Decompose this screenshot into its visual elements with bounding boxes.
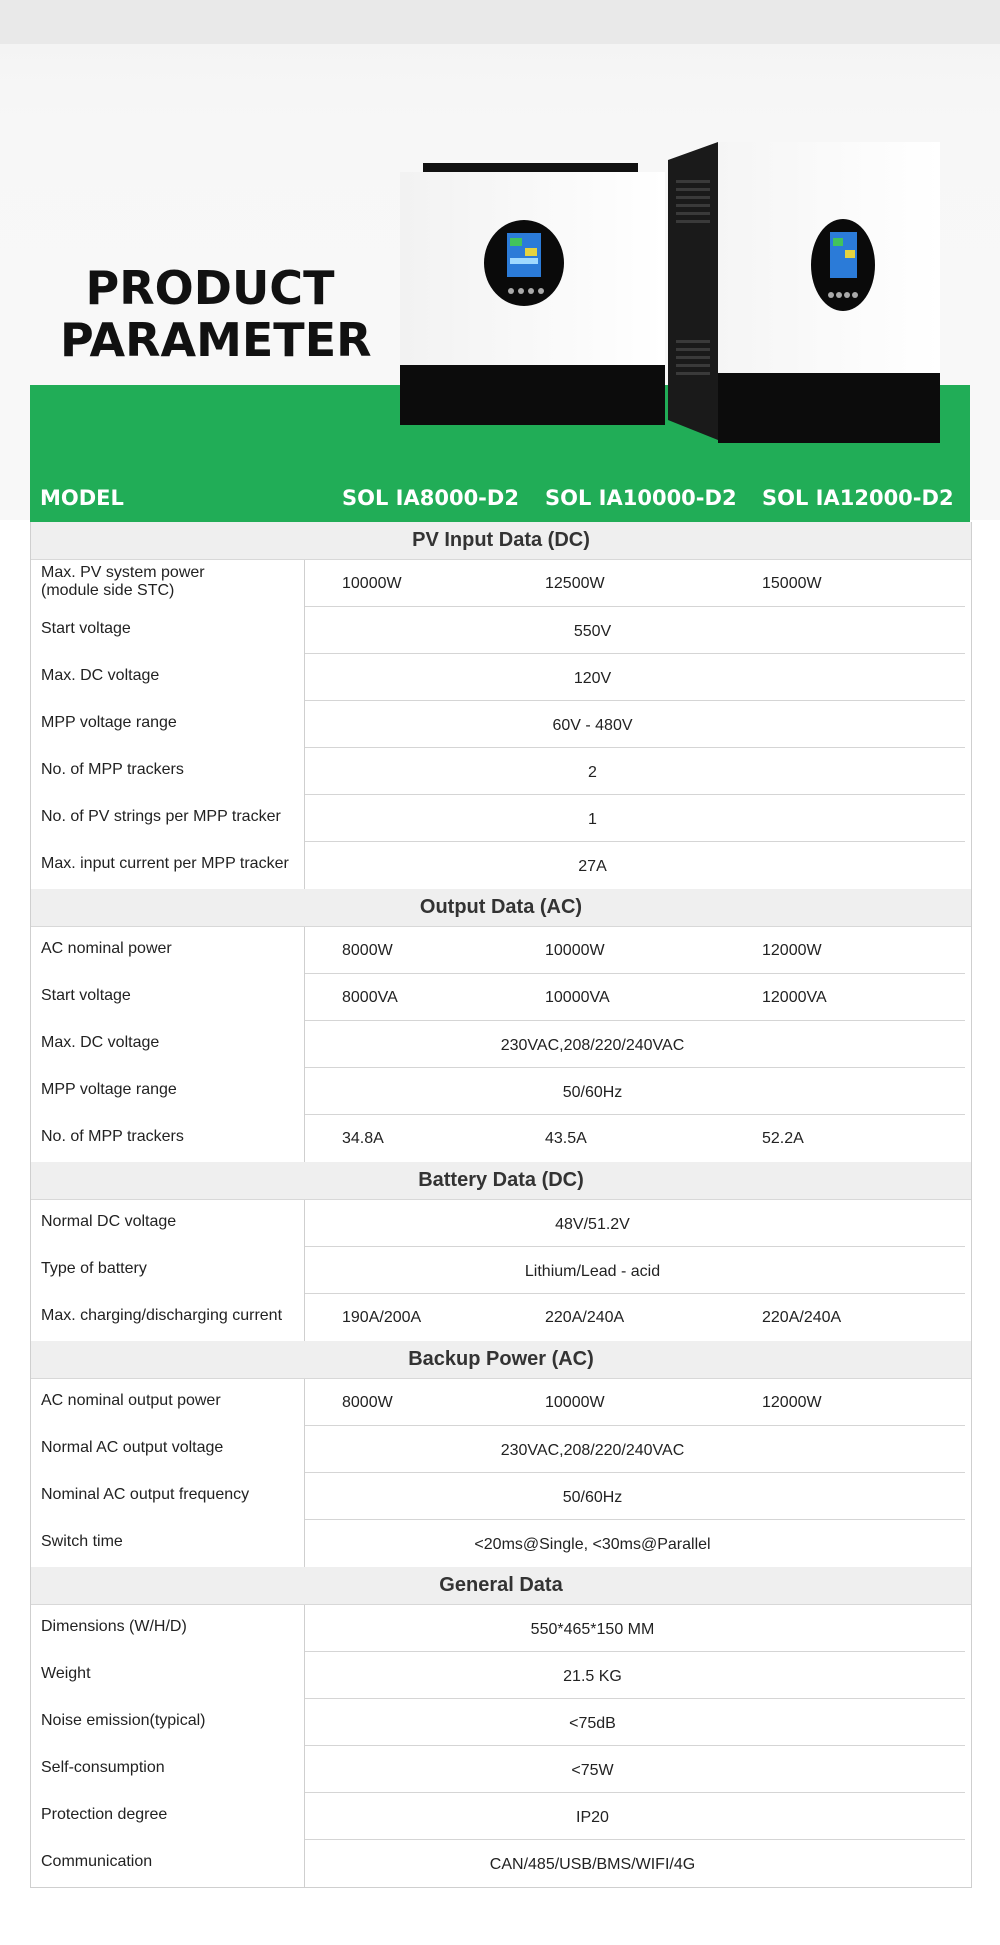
- spec-label: Max. PV system power (module side STC): [41, 563, 205, 599]
- spec-values-cell: [305, 842, 965, 889]
- spec-value: 50/60Hz: [562, 1489, 623, 1506]
- spec-value: Lithium/Lead - acid: [524, 1263, 661, 1280]
- spec-values-cell: [305, 1699, 965, 1746]
- spec-label-cell: [31, 1793, 305, 1840]
- spec-values-cell: [305, 1520, 965, 1567]
- section-heading: Backup Power (AC): [31, 1341, 971, 1379]
- spec-label: MPP voltage range: [41, 713, 177, 731]
- spec-value: 220A/240A: [762, 1309, 842, 1326]
- spec-values-cell: [305, 607, 965, 654]
- spec-values-cell: [305, 1115, 965, 1162]
- spec-row: [31, 1021, 971, 1068]
- spec-label: Max. input current per MPP tracker: [41, 854, 289, 872]
- spec-label-cell: [31, 842, 305, 889]
- spec-values-cell: [305, 1840, 965, 1887]
- spec-row: [31, 1605, 971, 1652]
- spec-label: Normal AC output voltage: [41, 1438, 224, 1456]
- spec-value: 190A/200A: [342, 1309, 422, 1326]
- spec-value: 48V/51.2V: [555, 1216, 630, 1233]
- section-heading: Battery Data (DC): [31, 1162, 971, 1200]
- spec-value: 10000W: [545, 942, 605, 959]
- spec-label-cell: [31, 1115, 305, 1162]
- spec-values-cell: [305, 1473, 965, 1520]
- spec-label: No. of MPP trackers: [41, 760, 184, 778]
- section-heading: Output Data (AC): [31, 889, 971, 927]
- spec-row: [31, 1200, 971, 1247]
- spec-row: [31, 795, 971, 842]
- spec-values-cell: [305, 1746, 965, 1793]
- spec-value: 120V: [573, 670, 612, 687]
- spec-label-cell: [31, 1746, 305, 1793]
- spec-label-cell: [31, 1379, 305, 1426]
- spec-value: 8000W: [342, 1394, 393, 1411]
- spec-value: <20ms@Single, <30ms@Parallel: [474, 1536, 711, 1553]
- spec-value: 15000W: [762, 575, 822, 592]
- spec-label: AC nominal power: [41, 939, 172, 957]
- spec-values-cell: [305, 748, 965, 795]
- spec-values-cell: [305, 1247, 965, 1294]
- spec-row: [31, 1247, 971, 1294]
- spec-value: <75W: [571, 1762, 614, 1779]
- spec-label: Noise emission(typical): [41, 1711, 206, 1729]
- spec-label: Max. charging/discharging current: [41, 1306, 283, 1324]
- spec-row: [31, 842, 971, 889]
- spec-values-cell: [305, 1379, 965, 1426]
- spec-values-cell: [305, 1068, 965, 1115]
- model-name: SOL IA8000-D2: [342, 486, 519, 510]
- spec-row: [31, 654, 971, 701]
- spec-row: [31, 1652, 971, 1699]
- spec-values-cell: [305, 1294, 965, 1341]
- spec-label: Switch time: [41, 1532, 123, 1550]
- spec-label: Start voltage: [41, 619, 131, 637]
- spec-label: Protection degree: [41, 1805, 168, 1823]
- inverter-side-image: [668, 140, 940, 445]
- spec-label: Normal DC voltage: [41, 1212, 177, 1230]
- spec-value: 34.8A: [342, 1130, 384, 1147]
- spec-label-cell: [31, 1068, 305, 1115]
- spec-row: [31, 1068, 971, 1115]
- spec-row: [31, 1746, 971, 1793]
- spec-value: 8000W: [342, 942, 393, 959]
- spec-label-cell: [31, 795, 305, 842]
- spec-label-cell: [31, 1247, 305, 1294]
- spec-label: Self-consumption: [41, 1758, 165, 1776]
- spec-values-cell: [305, 927, 965, 974]
- spec-label: Max. DC voltage: [41, 1033, 160, 1051]
- spec-label-cell: [31, 607, 305, 654]
- spec-value: 230VAC,208/220/240VAC: [500, 1037, 685, 1054]
- spec-label-cell: [31, 974, 305, 1021]
- spec-table: [30, 522, 972, 1888]
- section-heading: PV Input Data (DC): [31, 522, 971, 560]
- spec-label-cell: [31, 1605, 305, 1652]
- spec-values-cell: [305, 1200, 965, 1247]
- spec-value: 50/60Hz: [562, 1084, 623, 1101]
- spec-value: 21.5 KG: [563, 1668, 622, 1685]
- title-line-1: PRODUCT: [85, 261, 335, 315]
- spec-value: 12000VA: [762, 989, 827, 1006]
- model-name: SOL IA10000-D2: [545, 486, 737, 510]
- spec-values-cell: [305, 1652, 965, 1699]
- page-title: [60, 261, 372, 367]
- spec-value: CAN/485/USB/BMS/WIFI/4G: [489, 1856, 696, 1873]
- spec-value: 12500W: [545, 575, 605, 592]
- spec-label: Max. DC voltage: [41, 666, 160, 684]
- spec-value: 230VAC,208/220/240VAC: [500, 1442, 685, 1459]
- spec-value: 10000VA: [545, 989, 610, 1006]
- spec-row: [31, 1426, 971, 1473]
- spec-row: [31, 1793, 971, 1840]
- model-name: SOL IA12000-D2: [762, 486, 954, 510]
- spec-value: 550*465*150 MM: [530, 1621, 655, 1638]
- spec-label-cell: [31, 927, 305, 974]
- spec-values-cell: [305, 1021, 965, 1068]
- top-band: [0, 0, 1000, 44]
- spec-value: 52.2A: [762, 1130, 804, 1147]
- spec-label-cell: [31, 1200, 305, 1247]
- spec-value: 10000W: [342, 575, 402, 592]
- spec-label-cell: [31, 1840, 305, 1887]
- spec-label-cell: [31, 1699, 305, 1746]
- spec-value: <75dB: [569, 1715, 616, 1732]
- spec-label-cell: [31, 1652, 305, 1699]
- spec-values-cell: [305, 701, 965, 748]
- spec-values-cell: [305, 654, 965, 701]
- spec-label-cell: [31, 654, 305, 701]
- spec-label: No. of PV strings per MPP tracker: [41, 807, 281, 825]
- spec-label: Nominal AC output frequency: [41, 1485, 250, 1503]
- spec-value: IP20: [576, 1809, 609, 1826]
- spec-label-cell: [31, 701, 305, 748]
- spec-row: [31, 701, 971, 748]
- spec-values-cell: [305, 1426, 965, 1473]
- spec-row: [31, 560, 971, 607]
- spec-label: Weight: [41, 1664, 91, 1682]
- spec-values-cell: [305, 974, 965, 1021]
- spec-values-cell: [305, 560, 965, 607]
- spec-value: 8000VA: [342, 989, 398, 1006]
- spec-label-cell: [31, 1294, 305, 1341]
- model-label: MODEL: [40, 486, 124, 510]
- spec-row: [31, 748, 971, 795]
- spec-value: 12000W: [762, 1394, 822, 1411]
- spec-value: 1: [588, 811, 597, 828]
- spec-value: 27A: [578, 858, 607, 875]
- spec-label: AC nominal output power: [41, 1391, 221, 1409]
- spec-row: [31, 927, 971, 974]
- spec-values-cell: [305, 1605, 965, 1652]
- spec-row: [31, 1840, 971, 1887]
- spec-label: Start voltage: [41, 986, 131, 1004]
- spec-value: 550V: [573, 623, 612, 640]
- spec-row: [31, 1520, 971, 1567]
- spec-value: 60V - 480V: [552, 717, 633, 734]
- spec-label-cell: [31, 1426, 305, 1473]
- spec-label: MPP voltage range: [41, 1080, 177, 1098]
- spec-label-cell: [31, 1473, 305, 1520]
- spec-row: [31, 974, 971, 1021]
- title-line-2: PARAMETER: [60, 313, 372, 367]
- spec-label-cell: [31, 560, 305, 607]
- spec-values-cell: [305, 1793, 965, 1840]
- spec-value: 10000W: [545, 1394, 605, 1411]
- spec-row: [31, 1699, 971, 1746]
- spec-label: No. of MPP trackers: [41, 1127, 184, 1145]
- spec-row: [31, 607, 971, 654]
- spec-value: 43.5A: [545, 1130, 587, 1147]
- spec-label-cell: [31, 1520, 305, 1567]
- spec-values-cell: [305, 795, 965, 842]
- spec-label-cell: [31, 1021, 305, 1068]
- spec-label: Communication: [41, 1852, 153, 1870]
- model-header-row: [30, 482, 970, 522]
- inverter-front-image: [400, 160, 665, 430]
- spec-label: Dimensions (W/H/D): [41, 1617, 187, 1635]
- spec-value: 2: [588, 764, 597, 781]
- spec-value: 12000W: [762, 942, 822, 959]
- section-heading: General Data: [31, 1567, 971, 1605]
- spec-row: [31, 1294, 971, 1341]
- spec-row: [31, 1473, 971, 1520]
- spec-row: [31, 1379, 971, 1426]
- spec-label-cell: [31, 748, 305, 795]
- spec-value: 220A/240A: [545, 1309, 625, 1326]
- spec-label: Type of battery: [41, 1259, 147, 1277]
- spec-row: [31, 1115, 971, 1162]
